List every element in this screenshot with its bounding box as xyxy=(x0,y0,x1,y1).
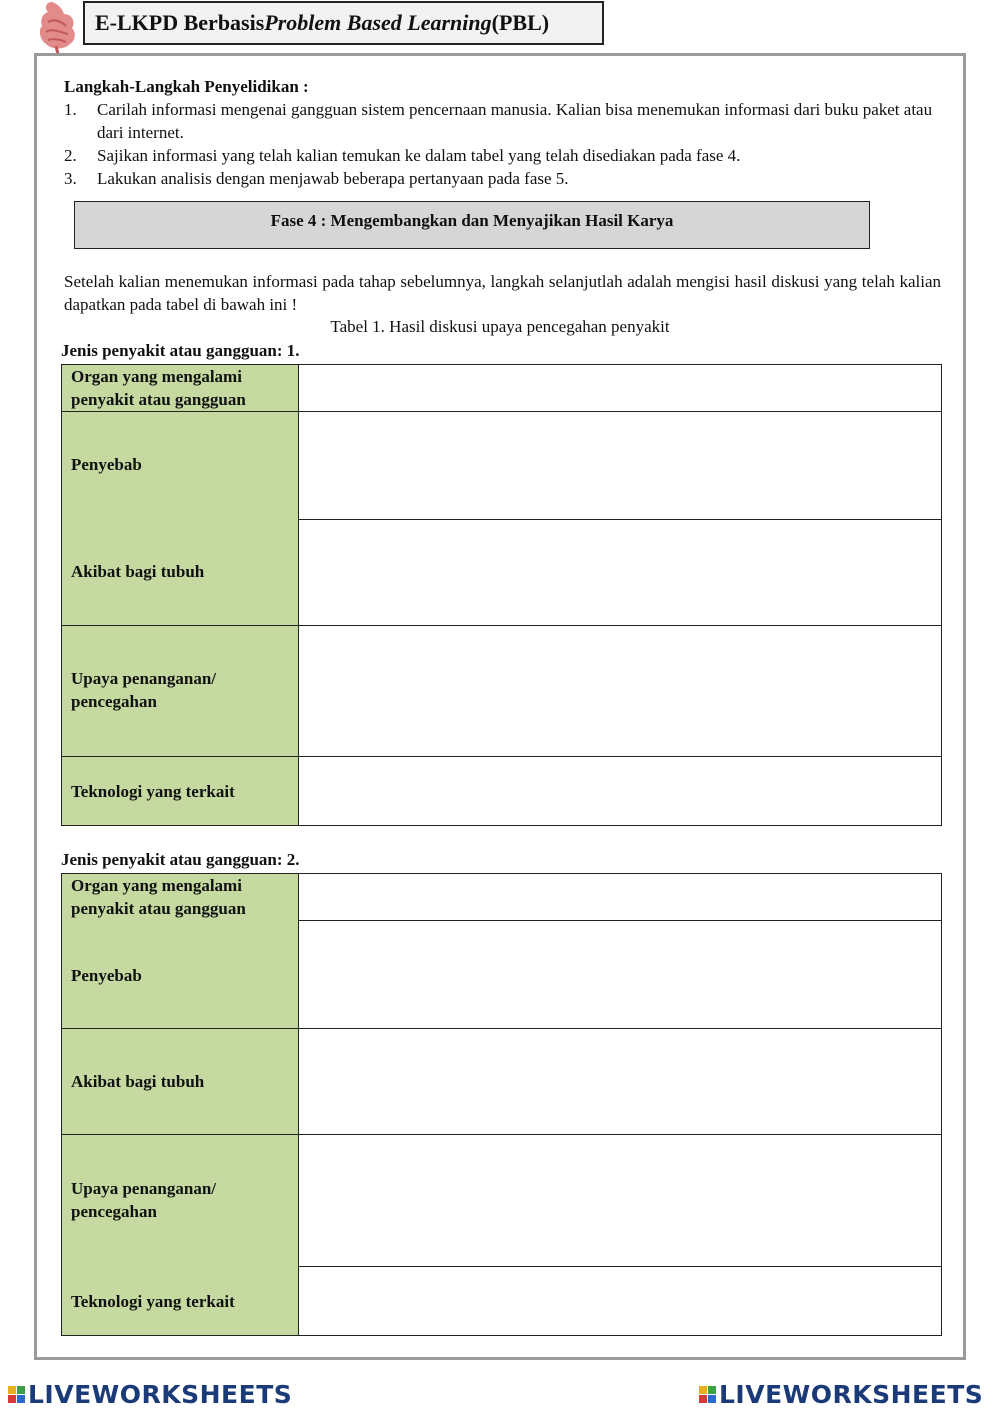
row-label-effect: Akibat bagi tubuh xyxy=(71,562,205,581)
step-text: Carilah informasi mengenai gangguan sistem pencernaan manusia. Kalian bisa menemukan informasi dari buku paket atau dari internet. xyxy=(97,100,933,142)
page-title xyxy=(83,1,604,45)
steps-heading: Langkah-Langkah Penyelidikan : xyxy=(64,77,309,96)
row-label-handling: Upaya penanganan/ pencegahan xyxy=(71,1179,217,1221)
disease-label-2: Jenis penyakit atau gangguan: 2. xyxy=(61,850,300,869)
step-number: 1. xyxy=(64,100,77,119)
step-text: Sajikan informasi yang telah kalian temukan ke dalam tabel yang telah disediakan pada fase 4. xyxy=(97,146,741,165)
step-item-2 xyxy=(64,144,956,167)
brand-text: LIVEWORKSHEETS xyxy=(28,1380,293,1409)
step-item-1 xyxy=(64,98,956,144)
title-suffix: (PBL) xyxy=(491,10,550,35)
title-prefix: E-LKPD Berbasis xyxy=(95,10,265,35)
brand-text: LIVEWORKSHEETS xyxy=(719,1380,984,1409)
table-caption: Tabel 1. Hasil diskusi upaya pencegahan penyakit xyxy=(330,317,670,336)
disease-table-2 xyxy=(61,873,942,1336)
disease-label-1: Jenis penyakit atau gangguan: 1. xyxy=(61,341,300,360)
answer-field-technology[interactable] xyxy=(300,1267,941,1335)
title-italic: Problem Based Learning xyxy=(264,10,492,35)
row-label-organ: Organ yang mengalami penyakit atau gangguan xyxy=(71,876,246,918)
liveworksheets-logo-right xyxy=(699,1380,983,1409)
row-label-cause: Penyebab xyxy=(71,966,142,985)
liveworksheets-blocks-icon xyxy=(699,1386,716,1403)
answer-field-organ[interactable] xyxy=(300,365,941,411)
row-label-handling: Upaya penanganan/ pencegahan xyxy=(71,669,217,711)
step-text: Lakukan analisis dengan menjawab beberapa pertanyaan pada fase 5. xyxy=(97,169,569,188)
step-number: 2. xyxy=(64,146,77,165)
digestive-system-icon xyxy=(34,0,82,54)
answer-field-cause[interactable] xyxy=(300,412,941,519)
answer-field-handling[interactable] xyxy=(300,1135,941,1266)
row-label-cause: Penyebab xyxy=(71,455,142,474)
answer-field-effect[interactable] xyxy=(300,1029,941,1134)
disease-table-1 xyxy=(61,364,942,826)
step-item-3 xyxy=(64,167,956,190)
row-label-technology: Teknologi yang terkait xyxy=(71,1292,235,1311)
intro-paragraph: Setelah kalian menemukan informasi pada tahap sebelumnya, langkah selanjutlah adalah mengisi hasil diskusi yang telah kalian dapatkan pada tabel di bawah ini ! xyxy=(64,272,941,314)
row-label-organ: Organ yang mengalami penyakit atau gangguan xyxy=(71,367,246,409)
answer-field-cause[interactable] xyxy=(300,921,941,1028)
label-column xyxy=(62,874,299,1335)
answer-field-handling[interactable] xyxy=(300,626,941,756)
step-number: 3. xyxy=(64,169,77,188)
answer-field-technology[interactable] xyxy=(300,757,941,825)
row-label-effect: Akibat bagi tubuh xyxy=(71,1072,205,1091)
liveworksheets-logo-left xyxy=(8,1380,292,1409)
answer-field-organ[interactable] xyxy=(300,874,941,920)
phase-title: Fase 4 : Mengembangkan dan Menyajikan Hasil Karya xyxy=(74,201,870,249)
row-label-technology: Teknologi yang terkait xyxy=(71,782,235,801)
liveworksheets-blocks-icon xyxy=(8,1386,25,1403)
answer-field-effect[interactable] xyxy=(300,520,941,625)
